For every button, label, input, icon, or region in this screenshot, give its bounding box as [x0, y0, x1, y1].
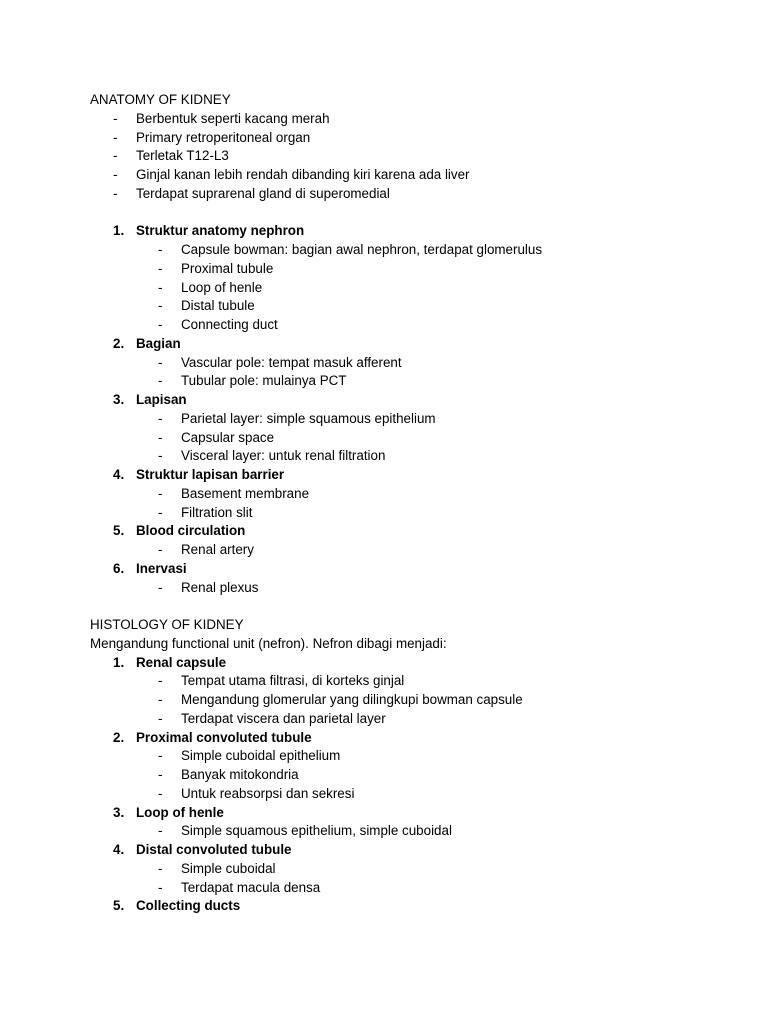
bullet-dash: -	[158, 860, 163, 876]
bullet-dash: -	[158, 242, 163, 257]
sub-bullet-text: Basement membrane	[181, 485, 310, 501]
bullet-dash: -	[113, 167, 118, 182]
anatomy-heading: ANATOMY OF KIDNEY	[90, 92, 231, 107]
sub-bullet-text: Simple cuboidal	[181, 860, 276, 876]
bullet-dash: -	[158, 748, 163, 764]
item-number: 4.	[113, 842, 125, 857]
sub-bullet-text: Proximal tubule	[181, 260, 274, 276]
sub-bullet-text: Vascular pole: tempat masuk afferent	[181, 354, 402, 370]
sub-bullet	[0, 354, 768, 373]
histology-numbered-item	[0, 841, 768, 860]
sub-bullet	[0, 260, 768, 279]
anatomy-bullet	[0, 185, 768, 204]
anatomy-bullet	[0, 166, 768, 185]
sub-bullet	[0, 879, 768, 898]
bullet-dash: -	[158, 317, 163, 332]
histology-heading: HISTOLOGY OF KIDNEY	[90, 617, 244, 632]
item-title: Loop of henle	[136, 804, 224, 820]
bullet-dash: -	[158, 279, 163, 295]
bullet-dash: -	[158, 373, 163, 389]
bullet-text: Berbentuk seperti kacang merah	[136, 110, 330, 126]
bullet-text: Primary retroperitoneal organ	[136, 129, 311, 145]
sub-bullet-text: Tubular pole: mulainya PCT	[181, 373, 347, 389]
histology-numbered-item	[0, 804, 768, 823]
sub-bullet-text: Banyak mitokondria	[181, 767, 299, 782]
bullet-dash: -	[158, 785, 163, 801]
sub-bullet-text: Visceral layer: untuk renal filtration	[181, 448, 386, 464]
sub-bullet-text: Parietal layer: simple squamous epithelium	[181, 410, 436, 426]
sub-bullet-text: Capsule bowman: bagian awal nephron, terdapat glomerulus	[181, 242, 543, 257]
anatomy-numbered-item	[0, 222, 768, 241]
histology-numbered-item	[0, 729, 768, 748]
anatomy-numbered-item	[0, 466, 768, 485]
item-title: Lapisan	[136, 392, 187, 407]
sub-bullet	[0, 822, 768, 841]
item-title: Blood circulation	[136, 523, 246, 539]
item-title: Struktur anatomy nephron	[136, 223, 305, 239]
sub-bullet	[0, 672, 768, 691]
anatomy-section	[0, 91, 768, 597]
sub-bullet	[0, 747, 768, 766]
anatomy-numbered-item	[0, 335, 768, 354]
histology-numbered-item	[0, 897, 768, 916]
bullet-text: Terletak T12-L3	[136, 148, 229, 164]
bullet-text: Ginjal kanan lebih rendah dibanding kiri karena ada liver	[136, 167, 470, 182]
sub-bullet-text: Distal tubule	[181, 298, 255, 314]
item-number: 2.	[113, 729, 125, 745]
sub-bullet-text: Terdapat viscera dan parietal layer	[181, 710, 386, 726]
sub-bullet	[0, 372, 768, 391]
spacer	[0, 204, 768, 223]
sub-bullet	[0, 766, 768, 785]
sub-bullet	[0, 504, 768, 523]
item-number: 5.	[113, 898, 125, 914]
bullet-dash: -	[158, 354, 163, 370]
item-number: 3.	[113, 392, 125, 407]
sub-bullet-text: Connecting duct	[181, 317, 278, 332]
sub-bullet-text: Mengandung glomerular yang dilingkupi bowman capsule	[181, 692, 523, 707]
bullet-dash: -	[158, 767, 163, 782]
sub-bullet-text: Loop of henle	[181, 279, 263, 295]
bullet-dash: -	[113, 148, 118, 164]
sub-bullet	[0, 447, 768, 466]
anatomy-bullet	[0, 129, 768, 148]
item-number: 2.	[113, 335, 125, 351]
item-number: 1.	[113, 223, 125, 239]
bullet-text: Terdapat suprarenal gland di superomedial	[136, 185, 390, 201]
sub-bullet	[0, 541, 768, 560]
sub-bullet-text: Capsular space	[181, 429, 275, 445]
item-number: 6.	[113, 560, 125, 576]
anatomy-numbered-item	[0, 522, 768, 541]
anatomy-numbered-item	[0, 391, 768, 410]
sub-bullet-text: Simple cuboidal epithelium	[181, 748, 341, 764]
bullet-dash: -	[158, 485, 163, 501]
item-number: 4.	[113, 467, 125, 482]
sub-bullet	[0, 316, 768, 335]
bullet-dash: -	[158, 710, 163, 726]
bullet-dash: -	[158, 692, 163, 707]
item-title: Proximal convoluted tubule	[136, 729, 312, 745]
sub-bullet-text: Untuk reabsorpsi dan sekresi	[181, 785, 355, 801]
item-title: Inervasi	[136, 560, 187, 576]
sub-bullet	[0, 579, 768, 598]
sub-bullet-text: Filtration slit	[181, 504, 253, 520]
histology-section	[0, 616, 768, 916]
bullet-dash: -	[113, 185, 118, 201]
sub-bullet-text: Renal artery	[181, 542, 254, 557]
sub-bullet-text: Renal plexus	[181, 579, 259, 595]
bullet-dash: -	[158, 579, 163, 595]
anatomy-numbered-item	[0, 560, 768, 579]
item-number: 5.	[113, 523, 125, 539]
sub-bullet	[0, 485, 768, 504]
bullet-dash: -	[158, 410, 163, 426]
bullet-dash: -	[158, 879, 163, 895]
sub-bullet	[0, 860, 768, 879]
sub-bullet-text: Terdapat macula densa	[181, 879, 321, 895]
bullet-dash: -	[158, 823, 163, 839]
bullet-dash: -	[113, 110, 118, 126]
bullet-dash: -	[158, 448, 163, 464]
sub-bullet	[0, 297, 768, 316]
item-title: Distal convoluted tubule	[136, 842, 292, 857]
sub-bullet	[0, 279, 768, 298]
sub-bullet	[0, 785, 768, 804]
item-number: 1.	[113, 654, 125, 670]
item-title: Bagian	[136, 335, 181, 351]
anatomy-bullet	[0, 110, 768, 129]
histology-numbered-item	[0, 654, 768, 673]
bullet-dash: -	[113, 129, 118, 145]
sub-bullet	[0, 691, 768, 710]
bullet-dash: -	[158, 298, 163, 314]
bullet-dash: -	[158, 260, 163, 276]
sub-bullet	[0, 241, 768, 260]
bullet-dash: -	[158, 429, 163, 445]
sub-bullet	[0, 410, 768, 429]
sub-bullet-text: Simple squamous epithelium, simple cuboidal	[181, 823, 452, 839]
item-title: Collecting ducts	[136, 898, 241, 914]
anatomy-bullet	[0, 147, 768, 166]
item-number: 3.	[113, 804, 125, 820]
bullet-dash: -	[158, 542, 163, 557]
item-title: Renal capsule	[136, 654, 227, 670]
bullet-dash: -	[158, 504, 163, 520]
sub-bullet	[0, 429, 768, 448]
sub-bullet	[0, 710, 768, 729]
item-title: Struktur lapisan barrier	[136, 467, 285, 482]
histology-intro: Mengandung functional unit (nefron). Nefron dibagi menjadi:	[90, 635, 447, 651]
bullet-dash: -	[158, 673, 163, 689]
sub-bullet-text: Tempat utama filtrasi, di korteks ginjal	[181, 673, 405, 689]
